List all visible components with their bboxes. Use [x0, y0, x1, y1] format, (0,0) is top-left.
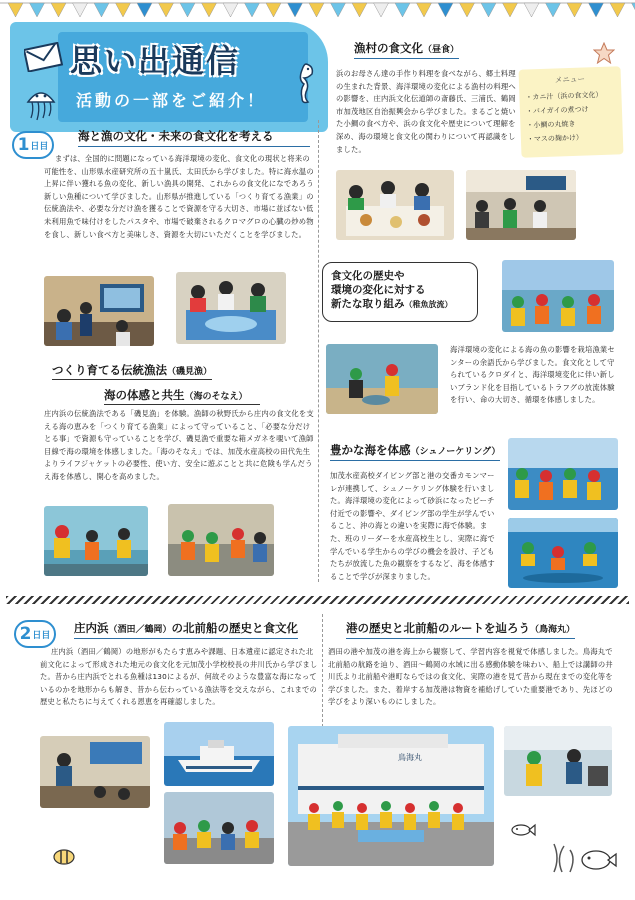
clownfish-icon	[52, 844, 78, 870]
bunting-flag	[159, 3, 174, 17]
snorkel-heading-sub: （シュノーケリング）	[410, 447, 501, 457]
day2-right-heading-text: 港の歴史と北前船のルートを辿ろう	[346, 621, 530, 635]
menu-title: メニュー	[554, 74, 586, 85]
photo-ship-sea	[164, 722, 274, 786]
day2-badge	[14, 620, 56, 648]
ship-name-label: 鳥海丸	[398, 753, 422, 762]
bunting-flag	[438, 3, 453, 17]
photo-snorkel-sea	[508, 518, 618, 588]
bunting-flag	[180, 3, 195, 17]
day2-left-heading-paren: （酒田／鶴岡）	[108, 625, 172, 635]
bunting-flag	[266, 3, 281, 17]
food-history-heading-line: 食文化の歴史や	[331, 270, 405, 282]
snorkel-body: 加茂水産高校ダイビング部と港の交番カモンマーレが連携して、シュノーケリング体験を行いました。海洋環境の変化によって砂浜になったビーチ付近での影響や、ダイビング部の学生が学んでいること、沖の海との違いを実際に海で体験。また、班のリーダーを水産高校生とし、実際に海で学んでいる学生からの学びの機会を設け、子どもたちが放流した魚の観察をするなど、海を体感することで学びが深まりました。	[330, 471, 495, 581]
food-history-heading-sub: （稚魚放流）	[404, 300, 453, 309]
bunting-flag	[309, 3, 324, 17]
bunting-flag	[94, 3, 109, 17]
fish-culture-heading	[354, 40, 459, 59]
photo-release-shore	[326, 344, 438, 414]
sonae-heading-text: 海の体感と共生	[104, 388, 185, 402]
isomi-heading-sub: （磯見漁）	[167, 367, 213, 377]
bunting-flag	[116, 3, 131, 17]
small-fish-icon	[510, 822, 536, 838]
day1-sec2-heading2	[104, 387, 248, 403]
bunting-flag	[202, 3, 217, 17]
envelope-icon	[24, 42, 64, 72]
sea-creatures-icon	[548, 834, 618, 874]
food-history-body: 海洋環境の変化による海の魚の影響を栽培漁業センターの余語氏から学びました。食文化として守られているクロダイと、海洋環境変化に伴い新しいブランド化を目指しているトラフグの放流体験を行い、命の大切さ、循環を体感しました。	[450, 345, 615, 405]
starfish-icon	[593, 42, 615, 64]
bunting-flag	[395, 3, 410, 17]
bunting-flag	[589, 3, 604, 17]
bunting-flag	[30, 3, 45, 17]
bunting-flag	[51, 3, 66, 17]
day2-right-heading-sub: （鳥海丸）	[530, 625, 576, 635]
menu-item: ・小鯛の丸焼き	[526, 119, 576, 130]
snorkel-heading-text: 豊かな海を体感	[330, 443, 411, 457]
day2-badge-label: 日目	[32, 630, 51, 641]
photo-lifejacket	[168, 504, 274, 576]
bunting-flag	[417, 3, 432, 17]
day2-right-body: 酒田の港や加茂の港を海上から観察して、学習内容を視覚で体感しました。鳥海丸で北前船の航路を辿り、酒田〜鶴岡の水域に出る感動体験を味わい、船上では講師の井川氏より北前船や港町ならではの食文化、実際の港を見て昔から現在までの変化等を学びました。また、着岸する加茂港は物資を補給げしていた重要港であり、先ほどの学びをより深いものにしました。	[328, 647, 613, 707]
menu-item: ・カニ汁（浜の食文化）	[525, 90, 603, 102]
bunting-decoration	[0, 0, 635, 22]
menu-item: ・マスの麹かけ）	[526, 133, 584, 144]
photo-lunch-hall	[466, 170, 576, 240]
bunting-flag	[137, 3, 152, 17]
photo-hall-lecture	[40, 736, 150, 808]
bunting-flag	[610, 3, 625, 17]
bunting-flag	[460, 3, 475, 17]
photo-isomi	[44, 506, 148, 576]
day2-left-body: 庄内浜（酒田／鶴岡）の地形がもたらす恵みや課題、日本遺産に認定された北前文化によって形成された地元の食文化を元加茂小学校校長の井川氏から学びました。昔から庄内浜でとれる魚種は130によるが、何故そのような豊富な海になっているのかを地形からも解き、昔から伝わっている漁法等を交えながら、これまでの歴史と私たちに与えてくれる恩恵を再確認しました。	[40, 647, 318, 707]
day1-sec1-body: まずは、全国的に問題になっている海洋環境の変化、食文化の現状と将来の可能性を、山形県水産研究所の五十嵐氏、太田氏から学びました。特に海水温の上昇に伴い獲れる魚の変化、新しい漁具の開発、これからの食文化になであろう新しい魚種について学びました。山形県が推進している「つくり育てる漁業」の伝統漁法や、必要な分だけ漁を獲ることで資源を守る大切さ、市場に並ばない低未利用魚で味付けをしたパスタや、市場で破棄されるクロマグロの心臓の炒め物を食し、新しい食べ方と美味しさ、資源を大切にいただくことを学びました。	[44, 154, 314, 239]
heading-rule-2	[104, 404, 260, 405]
menu-item: ・バイガイの煮つけ	[525, 105, 589, 116]
header-banner	[10, 22, 328, 132]
heading-rule	[52, 379, 212, 380]
day1-sec1-heading: 海と漁の文化・未来の食文化を考える	[78, 128, 310, 147]
page-subtitle: 活動の一部をご紹介！	[76, 91, 267, 110]
bunting-flag	[352, 3, 367, 17]
column-divider	[318, 120, 319, 582]
bunting-flag	[374, 3, 389, 17]
bunting-flag	[632, 3, 635, 17]
day2-left-heading-text: 庄内浜	[74, 621, 109, 635]
page-title: 思い出通信	[70, 42, 241, 80]
day2-left-heading-rest: の北前船の歴史と食文化	[171, 621, 299, 635]
section-separator	[6, 596, 629, 604]
day2-right-heading	[346, 620, 575, 639]
seahorse-icon	[292, 62, 316, 108]
bunting-flag	[245, 3, 260, 17]
photo-release-boat	[502, 260, 614, 332]
bunting-flag	[8, 3, 23, 17]
food-history-heading-bubble	[322, 262, 478, 322]
day1-badge-number: 1	[17, 135, 30, 155]
bunting-flag	[73, 3, 88, 17]
food-history-heading-line: 環境の変化に対する	[331, 284, 426, 296]
bunting-flag	[567, 3, 582, 17]
day2-left-heading	[74, 620, 298, 639]
day1-sec2-heading	[52, 362, 212, 378]
photo-bridge	[504, 726, 612, 796]
bunting-flag	[546, 3, 561, 17]
photo-lecture	[44, 276, 154, 346]
bunting-flag	[331, 3, 346, 17]
jellyfish-icon	[24, 84, 58, 124]
day1-sec2-body: 庄内浜の伝統漁法である「磯見漁」を体験。漁師の秋野氏から庄内の食文化を支える海の恵みを「つくり育てる漁業」によって守っていること、「必要な分だけとる事」で資源も守っていることを学び、磯見漁で重要な箱メガネを覗いて漁師目線で海の環境を体感しました。「海のそなえ」では、加茂水産高校の田代先生よりライフジャケットの必要性、使い方、安全に遊ぶことと共に危険も学んだうえ海を体感し、開心を高めました。	[44, 409, 314, 481]
fish-culture-heading-sub: （昼食）	[423, 45, 460, 55]
fish-culture-body: 浜のお母さん達の手作り料理を食べながら、郷土料理の生まれた背景、海洋環境の変化による漁村の料理への影響を、庄内浜文化伝道師の斎藤氏、三浦氏、鶴岡市加茂地区自治振興会から学びました。まるごと焼いた小鯛の食べ方や、浜の食文化や歴史について理解を深め、海の環境と食文化の関わりについて再認識をしました。	[336, 69, 516, 154]
snorkel-heading	[330, 442, 500, 461]
isomi-heading-text: つくり育てる伝統漁法	[52, 363, 167, 377]
photo-on-deck	[164, 792, 274, 864]
bunting-flag	[288, 3, 303, 17]
sonae-heading-sub: （海のそなえ）	[184, 392, 248, 402]
menu-box	[518, 66, 623, 158]
food-history-heading-line: 新たな取り組み	[331, 298, 405, 310]
day2-badge-number: 2	[19, 624, 32, 644]
photo-tasting	[176, 272, 286, 344]
column-divider-2	[322, 614, 323, 732]
photo-group-ship	[288, 726, 494, 866]
photo-lunch	[336, 170, 454, 240]
bunting-flag	[481, 3, 496, 17]
bunting-flag	[223, 3, 238, 17]
bunting-flag	[524, 3, 539, 17]
day1-badge-label: 日目	[30, 141, 49, 152]
fish-culture-heading-text: 漁村の食文化	[354, 41, 423, 55]
photo-snorkel-group	[508, 438, 618, 510]
bunting-flag	[503, 3, 518, 17]
